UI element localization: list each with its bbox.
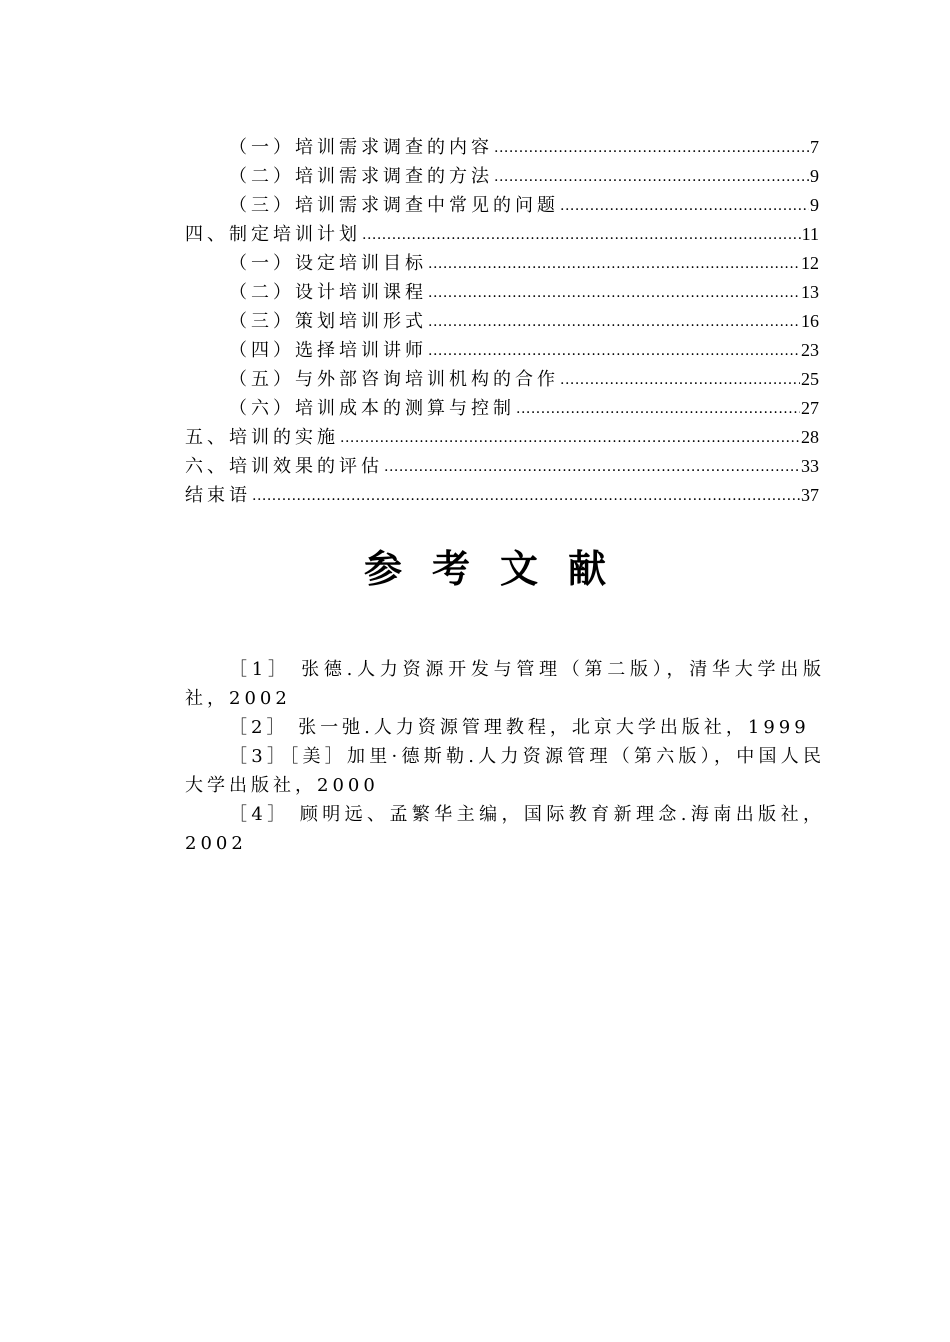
toc-entry[interactable] xyxy=(185,278,819,307)
toc-entry-page: 13 xyxy=(801,282,819,302)
toc-entry-page: 9 xyxy=(810,166,819,186)
table-of-contents xyxy=(185,133,819,510)
toc-entry[interactable] xyxy=(185,365,819,394)
toc-entry[interactable] xyxy=(185,191,819,220)
toc-entry-label: （一）培训需求调查的内容 xyxy=(229,137,493,158)
reference-item: ［3］［美］加里·德斯勒.人力资源管理（第六版），中国人民大学出版社，2000 xyxy=(185,746,825,796)
toc-entry-label: （三）培训需求调查中常见的问题 xyxy=(229,195,559,216)
toc-entry-page: 16 xyxy=(801,311,819,331)
reference-item: ［4］ 顾明远、孟繁华主编，国际教育新理念.海南出版社，2002 xyxy=(185,804,825,854)
toc-entry-page: 11 xyxy=(801,224,819,244)
reference-item: ［2］ 张一弛.人力资源管理教程，北京大学出版社，1999 xyxy=(229,717,810,738)
toc-leader-dots xyxy=(428,279,800,308)
toc-entry[interactable] xyxy=(185,133,819,162)
toc-leader-dots xyxy=(384,453,800,482)
toc-entry-label: （三）策划培训形式 xyxy=(229,311,427,332)
toc-entry-page: 9 xyxy=(810,195,819,215)
toc-entry-page: 12 xyxy=(801,253,819,273)
toc-entry-label: 结束语 xyxy=(185,485,251,506)
reference-item: ［1］ 张德.人力资源开发与管理（第二版），清华大学出版社，2002 xyxy=(185,659,825,709)
toc-leader-dots xyxy=(560,366,800,395)
toc-entry-label: （四）选择培训讲师 xyxy=(229,340,427,361)
reference-list xyxy=(185,655,825,858)
toc-entry-page: 23 xyxy=(801,340,819,360)
toc-entry[interactable] xyxy=(185,307,819,336)
toc-leader-dots xyxy=(560,192,809,221)
toc-leader-dots xyxy=(362,221,801,250)
toc-entry-label: （二）设计培训课程 xyxy=(229,282,427,303)
toc-entry[interactable] xyxy=(185,423,819,452)
toc-entry-page: 7 xyxy=(810,137,819,157)
toc-entry-label: （二）培训需求调查的方法 xyxy=(229,166,493,187)
toc-entry-label: 六、培训效果的评估 xyxy=(185,456,383,477)
toc-leader-dots xyxy=(428,337,800,366)
toc-leader-dots xyxy=(428,250,800,279)
toc-entry-page: 28 xyxy=(801,427,819,447)
toc-entry[interactable] xyxy=(185,452,819,481)
references-title: 参考文献 xyxy=(363,546,636,591)
toc-entry-page: 27 xyxy=(801,398,819,418)
toc-entry-label: （五）与外部咨询培训机构的合作 xyxy=(229,369,559,390)
toc-entry-label: （六）培训成本的测算与控制 xyxy=(229,398,515,419)
toc-entry[interactable] xyxy=(185,162,819,191)
toc-entry-page: 37 xyxy=(801,485,819,505)
toc-entry-label: 四、制定培训计划 xyxy=(185,224,361,245)
toc-entry[interactable] xyxy=(185,220,819,249)
toc-leader-dots xyxy=(340,424,800,453)
toc-entry[interactable] xyxy=(185,394,819,423)
toc-leader-dots xyxy=(428,308,800,337)
toc-entry-label: 五、培训的实施 xyxy=(185,427,339,448)
toc-entry[interactable] xyxy=(185,336,819,365)
toc-entry[interactable] xyxy=(185,481,819,510)
toc-entry-page: 33 xyxy=(801,456,819,476)
toc-leader-dots xyxy=(252,482,800,511)
toc-entry-page: 25 xyxy=(801,369,819,389)
toc-leader-dots xyxy=(516,395,800,424)
toc-entry[interactable] xyxy=(185,249,819,278)
toc-leader-dots xyxy=(494,163,809,192)
toc-entry-label: （一）设定培训目标 xyxy=(229,253,427,274)
toc-leader-dots xyxy=(494,134,809,163)
